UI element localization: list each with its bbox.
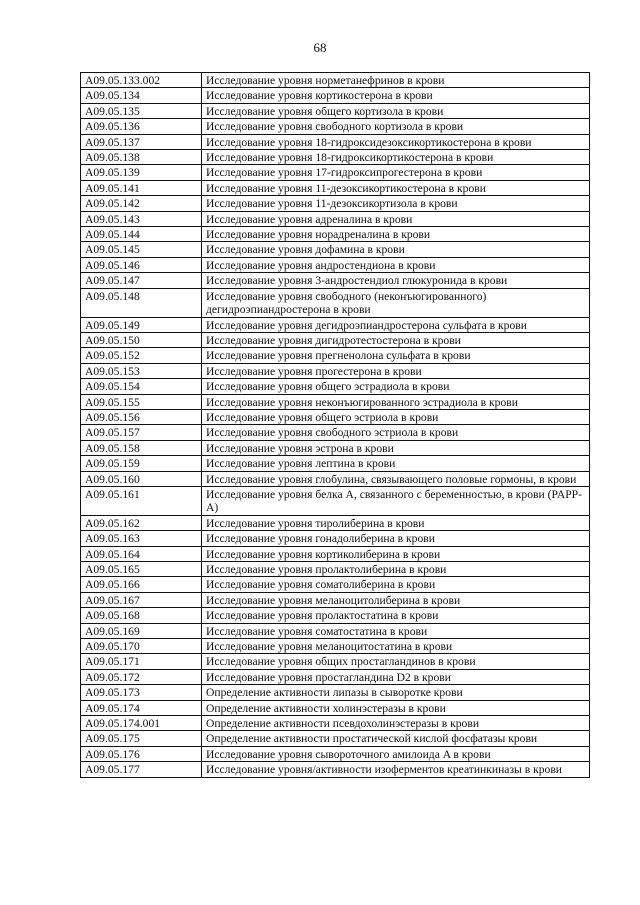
table-row xyxy=(81,73,590,88)
service-code: A09.05.152 xyxy=(81,348,202,363)
service-code: A09.05.142 xyxy=(81,196,202,211)
service-name: Исследование уровня кортикостерона в крови xyxy=(202,88,590,103)
table-body xyxy=(81,73,590,778)
service-code: A09.05.147 xyxy=(81,273,202,288)
service-code: A09.05.174.001 xyxy=(81,716,202,731)
service-name: Исследование уровня тиролиберина в крови xyxy=(202,515,590,530)
service-code: A09.05.170 xyxy=(81,639,202,654)
services-table xyxy=(80,72,590,778)
table-row xyxy=(81,639,590,654)
table-row xyxy=(81,379,590,394)
service-code: A09.05.176 xyxy=(81,746,202,761)
table-row xyxy=(81,394,590,409)
service-code: A09.05.133.002 xyxy=(81,73,202,88)
service-name: Исследование уровня норметанефринов в крови xyxy=(202,73,590,88)
service-code: A09.05.165 xyxy=(81,562,202,577)
service-code: A09.05.167 xyxy=(81,592,202,607)
service-code: A09.05.156 xyxy=(81,409,202,424)
service-code: A09.05.139 xyxy=(81,165,202,180)
service-name: Исследование уровня свободного эстриола в крови xyxy=(202,425,590,440)
service-code: A09.05.134 xyxy=(81,88,202,103)
service-name: Исследование уровня гонадолиберина в крови xyxy=(202,531,590,546)
service-code: A09.05.141 xyxy=(81,180,202,195)
table-row xyxy=(81,471,590,486)
table-row xyxy=(81,515,590,530)
table-row xyxy=(81,762,590,777)
table-row xyxy=(81,654,590,669)
service-name: Исследование уровня прогестерона в крови xyxy=(202,363,590,378)
service-name: Исследование уровня общих простагландинов в крови xyxy=(202,654,590,669)
service-name: Исследование уровня соматолиберина в крови xyxy=(202,577,590,592)
table-row xyxy=(81,88,590,103)
table-row xyxy=(81,746,590,761)
table-row xyxy=(81,257,590,272)
table-row xyxy=(81,196,590,211)
service-name: Исследование уровня адреналина в крови xyxy=(202,211,590,226)
table-row xyxy=(81,134,590,149)
service-name: Исследование уровня белка A, связанного с беременностью, в крови (PAPP-A) xyxy=(202,486,590,515)
table-row xyxy=(81,562,590,577)
service-code: A09.05.159 xyxy=(81,456,202,471)
table-row xyxy=(81,577,590,592)
service-name: Исследование уровня свободного кортизола в крови xyxy=(202,119,590,134)
table-row xyxy=(81,486,590,515)
table-row xyxy=(81,531,590,546)
service-code: A09.05.154 xyxy=(81,379,202,394)
table-row xyxy=(81,211,590,226)
table-row xyxy=(81,669,590,684)
table-row xyxy=(81,103,590,118)
service-name: Определение активности липазы в сыворотке крови xyxy=(202,685,590,700)
service-code: A09.05.171 xyxy=(81,654,202,669)
service-name: Исследование уровня общего кортизола в крови xyxy=(202,103,590,118)
table-row xyxy=(81,150,590,165)
table-row xyxy=(81,288,590,317)
table-row xyxy=(81,716,590,731)
service-code: A09.05.148 xyxy=(81,288,202,317)
service-code: A09.05.175 xyxy=(81,731,202,746)
service-name: Исследование уровня 18-гидроксидезоксикортикостерона в крови xyxy=(202,134,590,149)
service-name: Исследование уровня 11-дезоксикортизола в крови xyxy=(202,196,590,211)
service-code: A09.05.158 xyxy=(81,440,202,455)
service-code: A09.05.162 xyxy=(81,515,202,530)
service-name: Исследование уровня соматостатина в крови xyxy=(202,623,590,638)
table-row xyxy=(81,546,590,561)
service-code: A09.05.157 xyxy=(81,425,202,440)
service-code: A09.05.169 xyxy=(81,623,202,638)
service-name: Исследование уровня общего эстриола в крови xyxy=(202,409,590,424)
service-code: A09.05.145 xyxy=(81,242,202,257)
service-code: A09.05.136 xyxy=(81,119,202,134)
service-name: Исследование уровня норадреналина в крови xyxy=(202,227,590,242)
table-row xyxy=(81,273,590,288)
table-row xyxy=(81,456,590,471)
service-code: A09.05.155 xyxy=(81,394,202,409)
service-name: Исследование уровня эстрона в крови xyxy=(202,440,590,455)
service-name: Исследование уровня пролактолиберина в крови xyxy=(202,562,590,577)
service-name: Исследование уровня меланоцитолиберина в крови xyxy=(202,592,590,607)
page-number: 68 xyxy=(313,40,327,55)
service-code: A09.05.137 xyxy=(81,134,202,149)
service-name: Исследование уровня свободного (неконъюгированного) дегидроэпиандростерона в крови xyxy=(202,288,590,317)
service-code: A09.05.163 xyxy=(81,531,202,546)
service-code: A09.05.135 xyxy=(81,103,202,118)
service-name: Исследование уровня 18-гидроксикортикостерона в крови xyxy=(202,150,590,165)
service-code: A09.05.168 xyxy=(81,608,202,623)
table-row xyxy=(81,592,590,607)
table-row xyxy=(81,348,590,363)
table-row xyxy=(81,700,590,715)
table-row xyxy=(81,409,590,424)
service-name: Исследование уровня прегненолона сульфата в крови xyxy=(202,348,590,363)
service-code: A09.05.174 xyxy=(81,700,202,715)
service-code: A09.05.146 xyxy=(81,257,202,272)
service-name: Определение активности холинэстеразы в крови xyxy=(202,700,590,715)
service-name: Исследование уровня общего эстрадиола в крови xyxy=(202,379,590,394)
service-code: A09.05.149 xyxy=(81,317,202,332)
service-code: A09.05.177 xyxy=(81,762,202,777)
service-name: Исследование уровня кортиколиберина в крови xyxy=(202,546,590,561)
service-name: Исследование уровня/активности изоферментов креатинкиназы в крови xyxy=(202,762,590,777)
table-row xyxy=(81,425,590,440)
service-code: A09.05.144 xyxy=(81,227,202,242)
table-row xyxy=(81,317,590,332)
service-code: A09.05.143 xyxy=(81,211,202,226)
table-row xyxy=(81,623,590,638)
service-code: A09.05.138 xyxy=(81,150,202,165)
service-code: A09.05.161 xyxy=(81,486,202,515)
service-code: A09.05.164 xyxy=(81,546,202,561)
service-name: Исследование уровня пролактостатина в крови xyxy=(202,608,590,623)
table-row xyxy=(81,227,590,242)
service-code: A09.05.172 xyxy=(81,669,202,684)
table-row xyxy=(81,119,590,134)
table-row xyxy=(81,332,590,347)
service-name: Исследование уровня сывороточного амилоида A в крови xyxy=(202,746,590,761)
service-name: Исследование уровня дофамина в крови xyxy=(202,242,590,257)
service-name: Исследование уровня дигидротестостерона в крови xyxy=(202,332,590,347)
service-name: Исследование уровня неконъюгированного эстрадиола в крови xyxy=(202,394,590,409)
table-row xyxy=(81,731,590,746)
table-row xyxy=(81,440,590,455)
table-row xyxy=(81,363,590,378)
service-name: Исследование уровня дегидроэпиандростерона сульфата в крови xyxy=(202,317,590,332)
table-row xyxy=(81,165,590,180)
service-code: A09.05.153 xyxy=(81,363,202,378)
service-name: Исследование уровня 11-дезоксикортикостерона в крови xyxy=(202,180,590,195)
service-name: Исследование уровня 3-андростендиол глюкуронида в крови xyxy=(202,273,590,288)
service-name: Исследование уровня 17-гидроксипрогестерона в крови xyxy=(202,165,590,180)
service-code: A09.05.173 xyxy=(81,685,202,700)
service-name: Исследование уровня андростендиона в крови xyxy=(202,257,590,272)
service-code: A09.05.160 xyxy=(81,471,202,486)
service-name: Исследование уровня глобулина, связывающего половые гормоны, в крови xyxy=(202,471,590,486)
table-row xyxy=(81,685,590,700)
service-name: Определение активности простатической кислой фосфатазы крови xyxy=(202,731,590,746)
service-code: A09.05.150 xyxy=(81,332,202,347)
service-name: Исследование уровня лептина в крови xyxy=(202,456,590,471)
service-name: Исследование уровня меланоцитостатина в крови xyxy=(202,639,590,654)
table-row xyxy=(81,242,590,257)
service-name: Определение активности псевдохолинэстеразы в крови xyxy=(202,716,590,731)
table-row xyxy=(81,180,590,195)
service-name: Исследование уровня простагландина D2 в крови xyxy=(202,669,590,684)
table-row xyxy=(81,608,590,623)
service-code: A09.05.166 xyxy=(81,577,202,592)
